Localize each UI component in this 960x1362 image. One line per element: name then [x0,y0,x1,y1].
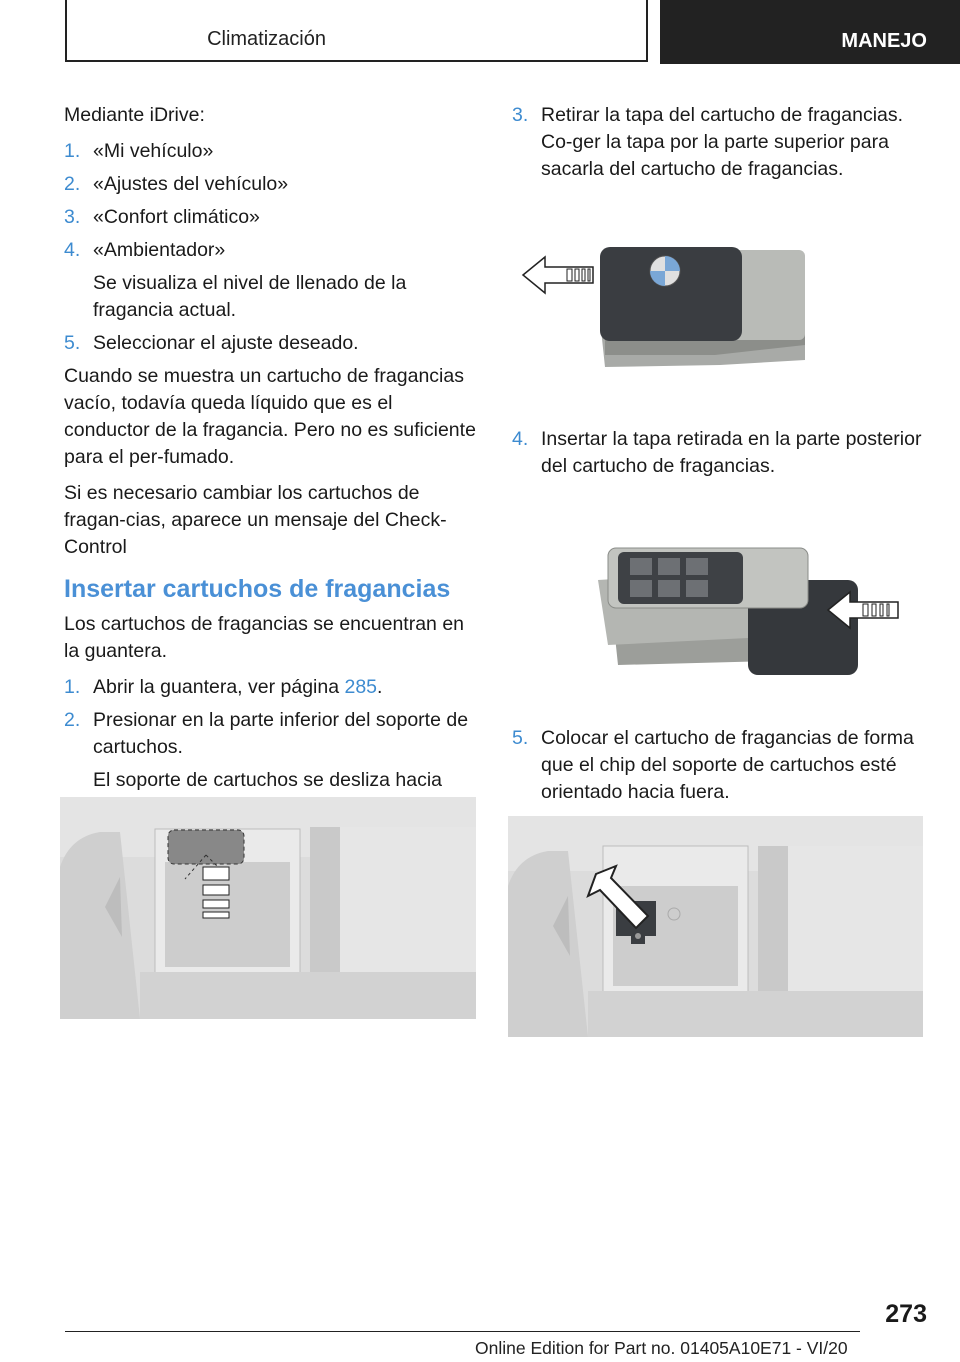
step-number: 1. [64,676,81,698]
list-item [512,426,927,480]
list-item [64,707,476,761]
step-text: «Mi vehículo» [93,140,214,162]
step-4-note: Se visualiza el nivel de llenado de la fragancia actual. [93,272,407,321]
left-column [64,102,476,827]
step-number: 1. [64,140,81,162]
step-text: Insertar la tapa retirada en la parte posterior del cartucho de fragancias. [541,428,922,477]
step-text: Seleccionar el ajuste deseado. [93,332,359,354]
list-item [512,102,927,183]
step-text: Retirar la tapa del cartucho de fragancias. Co-ger la tapa por la parte superior para sacarla del cartucho de fragancias. [541,104,904,180]
section-heading: Insertar cartuchos de fragancias [64,575,451,603]
header-chapter-label: MANEJO [841,29,927,52]
intro-text: Mediante iDrive: [64,104,205,126]
list-item [64,171,476,198]
list-item [64,237,476,264]
header-box [65,0,648,62]
list-item [64,330,476,357]
step-number: 5. [64,332,81,354]
step-number: 3. [64,206,81,228]
step-number: 2. [64,173,81,195]
page-number: 273 [885,1300,927,1328]
step-2-note: El soporte de cartuchos se desliza hacia [93,769,443,791]
right-column-step4 [512,426,927,486]
list-item [512,725,927,806]
page-link[interactable]: 285 [344,676,378,698]
step-number: 2. [64,709,81,731]
step-text: Presionar en la parte inferior del soporte de cartuchos. [93,709,469,758]
paragraph-empty-cartridge: Cuando se muestra un cartucho de fragancias vacío, todavía queda líquido que es el conductor de la fragancia. Pero no es suficiente para el per-fumado. [64,365,476,468]
step-number: 3. [512,104,529,126]
step-number: 4. [64,239,81,261]
step-text: «Ambientador» [93,239,226,261]
step-number: 5. [512,727,529,749]
step-number: 4. [512,428,529,450]
cartridge-lid-insert-illustration [598,540,918,680]
glovebox-press-illustration [60,797,476,1019]
step-text: «Ajustes del vehículo» [93,173,289,195]
list-item [64,138,476,165]
right-column [512,102,927,189]
paragraph-check-control: Si es necesario cambiar los cartuchos de fragan-cias, aparece un mensaje del Check-Control [64,482,447,558]
cartridge-lid-removal-illustration [515,235,825,375]
header-section-title: Climatización [207,28,326,50]
step-text: Colocar el cartucho de fragancias de forma que el chip del soporte de cartuchos esté orientado hacia fuera. [541,727,914,803]
edition-text: Online Edition for Part no. 01405A10E71 - VI/20 [475,1338,848,1358]
paragraph-location: Los cartuchos de fragancias se encuentran en la guantera. [64,613,465,662]
right-column-step5 [512,725,927,812]
header-chapter-tab [660,0,960,64]
footer-divider [65,1331,860,1332]
list-item: 1. Abrir la guantera, ver página 285. [64,674,476,701]
step-text: Abrir la guantera, ver página [93,676,345,698]
glovebox-insert-cartridge-illustration [508,816,923,1037]
step-text: «Confort climático» [93,206,260,228]
list-item [64,204,476,231]
